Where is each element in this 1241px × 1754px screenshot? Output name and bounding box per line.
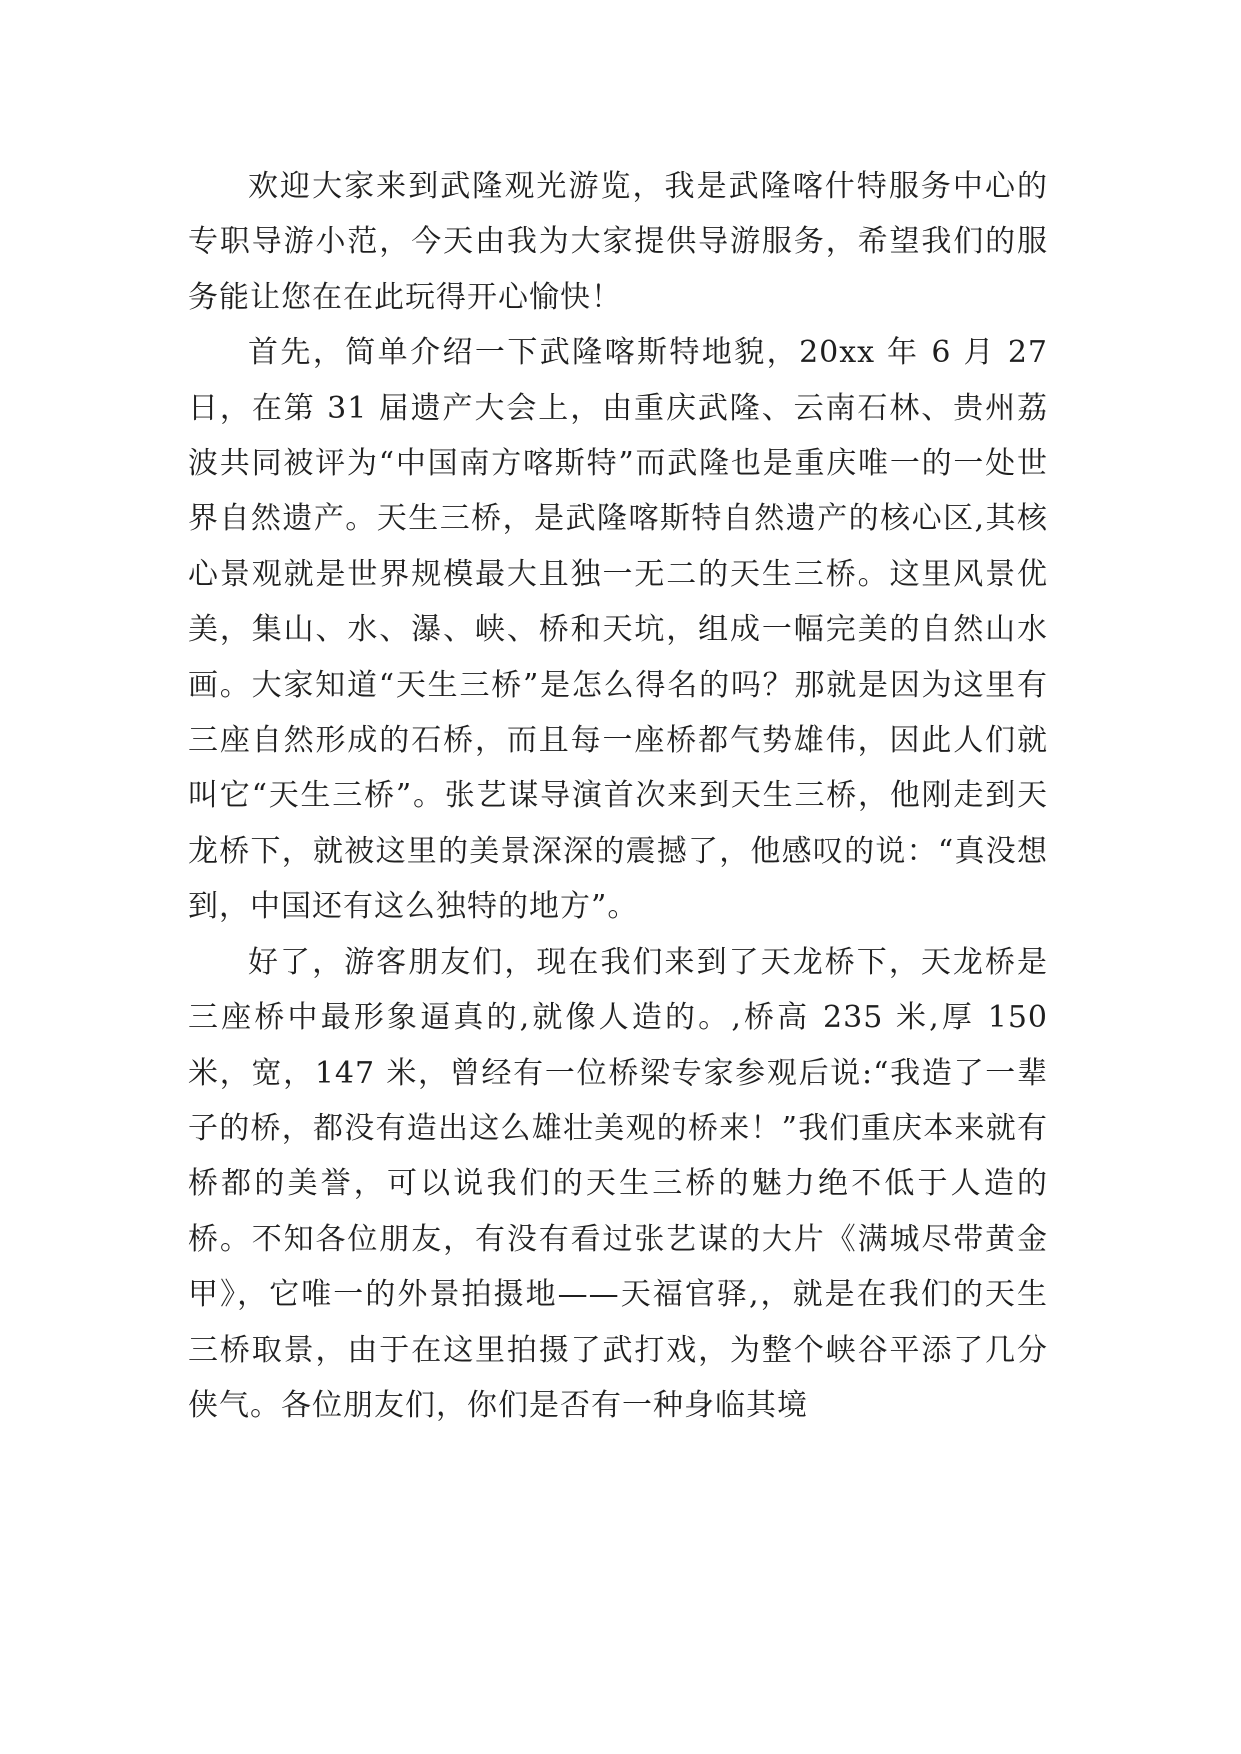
paragraph-welcome: 欢迎大家来到武隆观光游览，我是武隆喀什特服务中心的专职导游小范，今天由我为大家提供导游服务，希望我们的服务能让您在在此玩得开心愉快！: [188, 169, 1048, 315]
paragraph-tianlong-bridge: 好了，游客朋友们，现在我们来到了天龙桥下，天龙桥是三座桥中最形象逼真的,就像人造的。,桥高 235 米,厚 150 米，宽，147 米，曾经有一位桥梁专家参观后说:“我造了一辈子的桥，都没有造出这么雄壮美观的桥来！”我们重庆本来就有桥都的美誉，可以说我们的天生三桥的魅力绝不低于人造的桥。不知各位朋友，有没有看过张艺谋的大片《满城尽带黄金甲》，它唯一的外景拍摄地——天福官驿,，就是在我们的天生三桥取景，由于在这里拍摄了武打戏，为整个峡谷平添了几分侠气。各位朋友们，你们是否有一种身临其境: [188, 944, 1048, 1423]
document-body: [188, 159, 1048, 1433]
paragraph-karst-introduction: 首先，简单介绍一下武隆喀斯特地貌，20xx 年 6 月 27 日，在第 31 届遗产大会上，由重庆武隆、云南石林、贵州荔波共同被评为“中国南方喀斯特”而武隆也是重庆唯一的一处世界自然遗产。天生三桥，是武隆喀斯特自然遗产的核心区,其核心景观就是世界规模最大且独一无二的天生三桥。这里风景优美，集山、水、瀑、峡、桥和天坑，组成一幅完美的自然山水画。大家知道“天生三桥”是怎么得名的吗？那就是因为这里有三座自然形成的石桥，而且每一座桥都气势雄伟，因此人们就叫它“天生三桥”。张艺谋导演首次来到天生三桥，他刚走到天龙桥下，就被这里的美景深深的震撼了，他感叹的说：“真没想到，中国还有这么独特的地方”。: [188, 335, 1048, 925]
